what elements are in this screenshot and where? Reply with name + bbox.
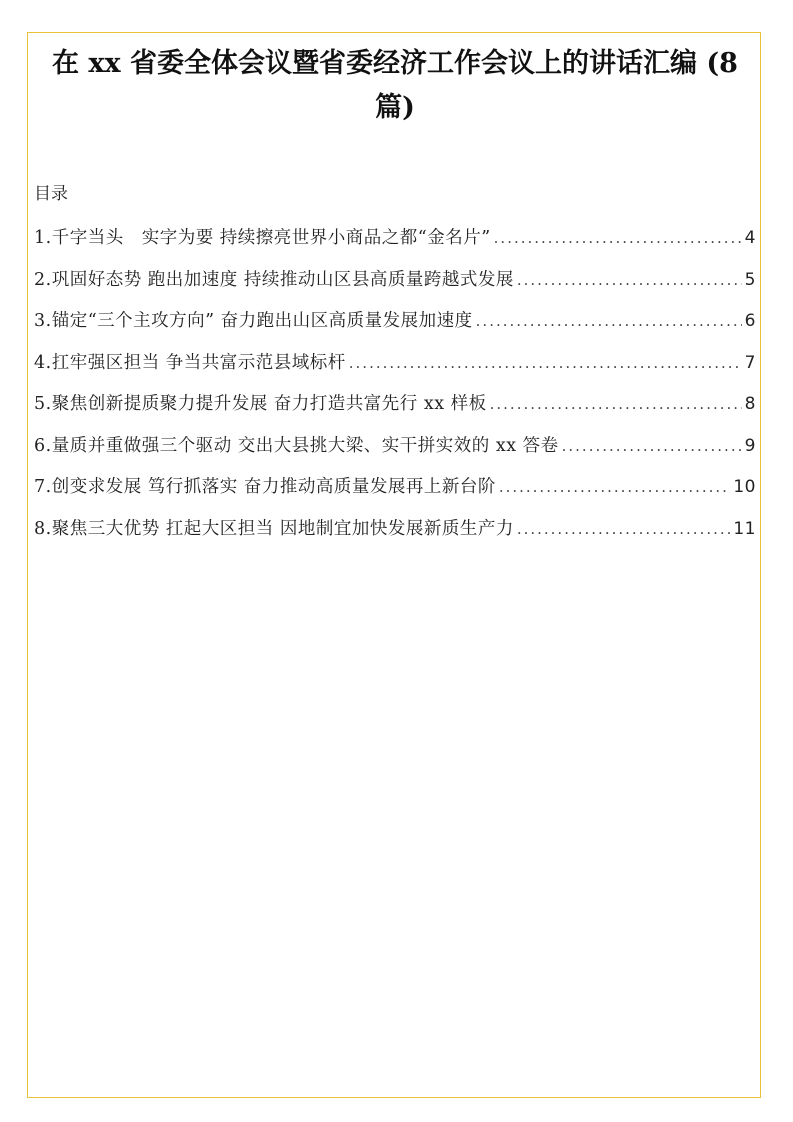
toc-page-number: 5 xyxy=(744,269,756,290)
toc-entry[interactable] xyxy=(34,224,756,266)
toc-dot-leader xyxy=(490,395,742,413)
toc-page-number: 7 xyxy=(744,352,756,373)
toc-page-number: 6 xyxy=(744,311,756,331)
toc-page-number: 4 xyxy=(744,228,756,248)
toc-entry-title: 4.扛牢强区担当 争当共富示范县域标杆 xyxy=(34,352,346,373)
document-title: 在 xx 省委全体会议暨省委经济工作会议上的讲话汇编 (8 篇) xyxy=(52,48,738,123)
toc-entry[interactable] xyxy=(34,473,756,515)
toc-page-number: 10 xyxy=(733,477,756,497)
toc-dot-leader xyxy=(517,271,742,289)
toc-entry-title: 6.量质并重做强三个驱动 交出大县挑大梁、实干拼实效的 xx 答卷 xyxy=(34,435,559,456)
page-border xyxy=(27,32,761,1098)
toc-entry-title: 5.聚焦创新提质聚力提升发展 奋力打造共富先行 xx 样板 xyxy=(34,394,487,414)
toc-entry-title: 3.锚定“三个主攻方向” 奋力跑出山区高质量发展加速度 xyxy=(34,311,473,331)
toc-entry[interactable] xyxy=(34,515,756,557)
toc-entry-title: 1.千字当头 实字为要 持续擦亮世界小商品之都“金名片” xyxy=(34,228,491,248)
toc-dot-leader xyxy=(494,229,742,247)
toc-page-number: 8 xyxy=(744,394,756,414)
toc-dot-leader xyxy=(517,520,731,538)
toc-entry[interactable] xyxy=(34,390,756,432)
toc-dot-leader xyxy=(349,354,742,372)
toc-page-number: 11 xyxy=(733,518,756,539)
toc-list xyxy=(34,224,756,556)
toc-entry[interactable] xyxy=(34,432,756,474)
toc-entry[interactable] xyxy=(34,349,756,391)
toc-entry[interactable] xyxy=(34,266,756,308)
toc-entry-title: 7.创变求发展 笃行抓落实 奋力推动高质量发展再上新台阶 xyxy=(34,477,496,497)
toc-dot-leader xyxy=(562,437,742,455)
toc-dot-leader xyxy=(499,478,731,496)
toc-page-number: 9 xyxy=(744,435,756,456)
toc-entry[interactable] xyxy=(34,307,756,349)
toc-entry-title: 8.聚焦三大优势 扛起大区担当 因地制宜加快发展新质生产力 xyxy=(34,518,514,539)
toc-entry-title: 2.巩固好态势 跑出加速度 持续推动山区县高质量跨越式发展 xyxy=(34,269,514,290)
toc-heading: 目录 xyxy=(34,184,68,204)
toc-dot-leader xyxy=(476,312,742,330)
